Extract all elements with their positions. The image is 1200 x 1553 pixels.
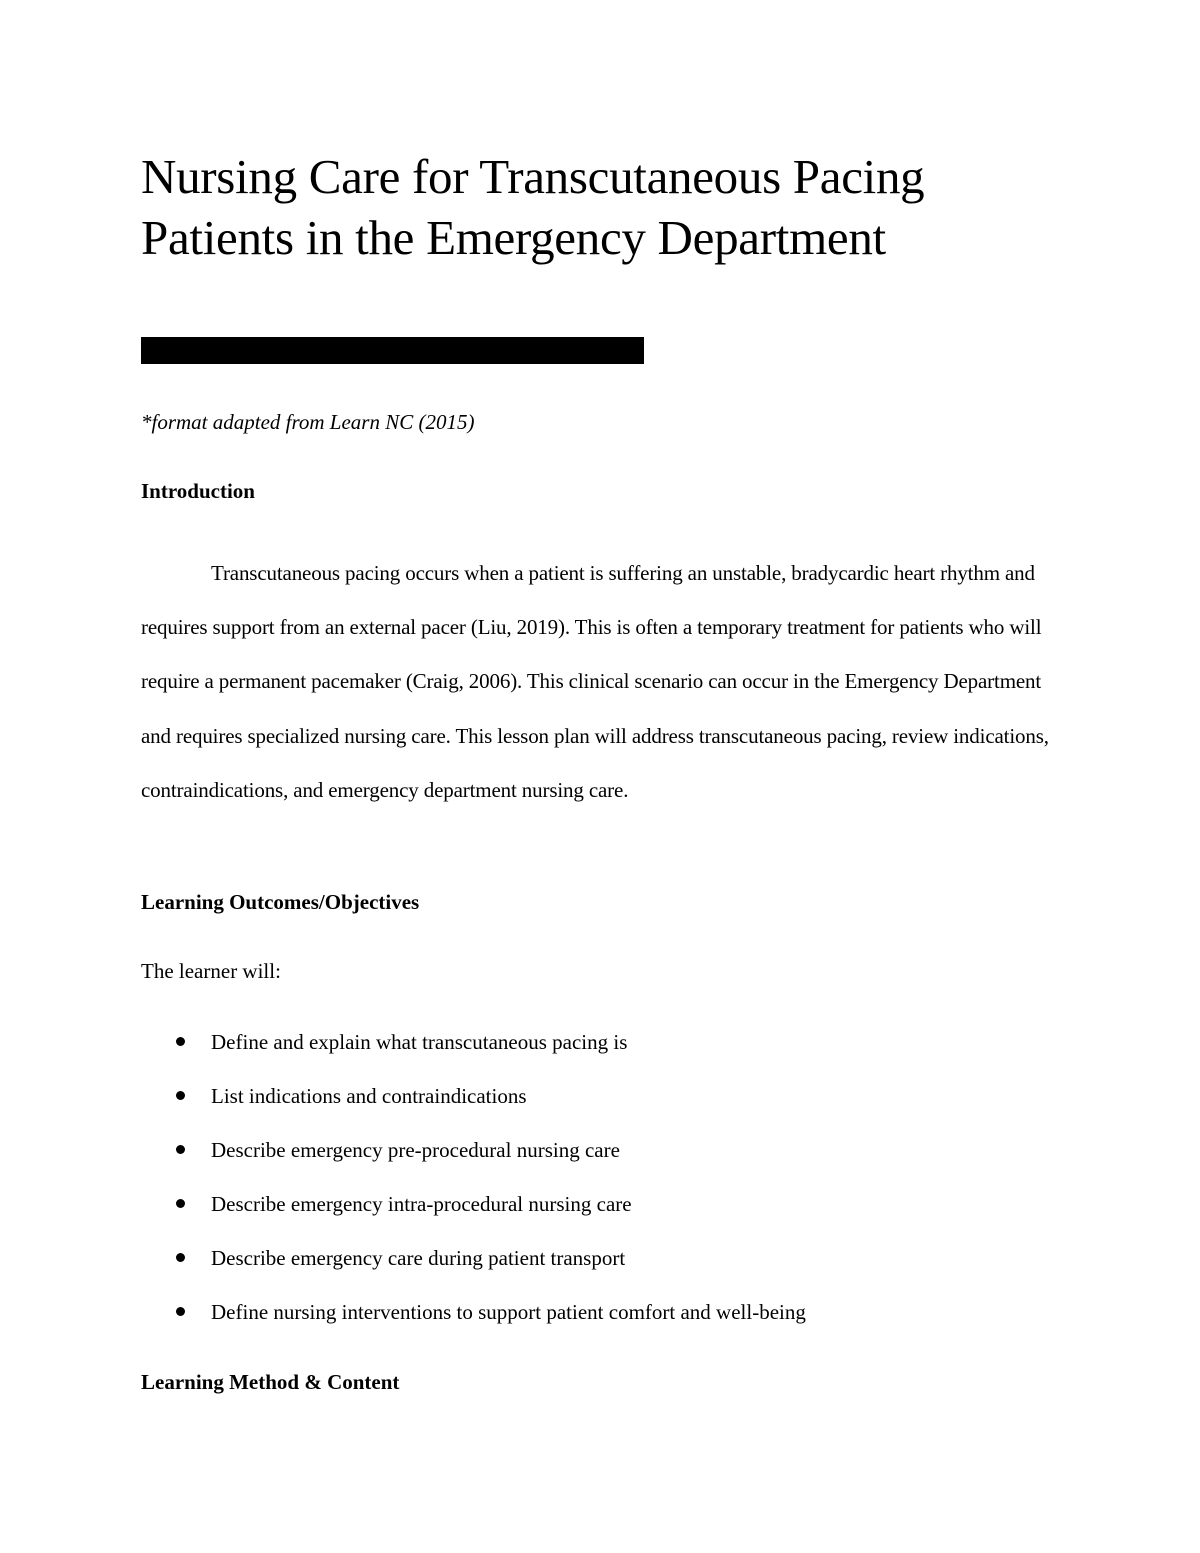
list-item-text: List indications and contraindications [211,1084,527,1108]
outcomes-list [141,1028,806,1352]
list-item-text: Define nursing interventions to support patient comfort and well-being [211,1300,806,1324]
list-item [141,1082,806,1136]
list-item-text: Describe emergency care during patient transport [211,1246,626,1270]
outcomes-lead: The learner will: [141,959,281,983]
introduction-paragraph: Transcutaneous pacing occurs when a patient is suffering an unstable, bradycardic heart rhythm and requires support from an external pacer (Liu, 2019). This is often a temporary treatment for patients who will require a permanent pacemaker (Craig, 2006). This clinical scenario can occur in the Emergency Department and requires specialized nursing care. This lesson plan will address transcutaneous pacing, review indications, contraindications, and emergency department nursing care. [141,561,1049,802]
outcomes-heading: Learning Outcomes/Objectives [141,890,420,914]
list-item-text: Define and explain what transcutaneous pacing is [211,1030,628,1054]
bullet-icon [176,1145,185,1154]
redaction-bar [141,337,644,364]
list-item [141,1190,806,1244]
list-item-text: Describe emergency pre-procedural nursing care [211,1138,620,1162]
list-item [141,1028,806,1082]
bullet-icon [176,1199,185,1208]
method-heading: Learning Method & Content [141,1370,400,1394]
list-item-text: Describe emergency intra-procedural nursing care [211,1192,632,1216]
format-note: *format adapted from Learn NC (2015) [141,410,475,434]
bullet-icon [176,1253,185,1262]
document-title: Nursing Care for Transcutaneous Pacing Patients in the Emergency Department [141,149,925,265]
list-item [141,1244,806,1298]
bullet-icon [176,1037,185,1046]
list-item [141,1298,806,1352]
bullet-icon [176,1307,185,1316]
list-item [141,1136,806,1190]
introduction-heading: Introduction [141,479,255,503]
bullet-icon [176,1091,185,1100]
